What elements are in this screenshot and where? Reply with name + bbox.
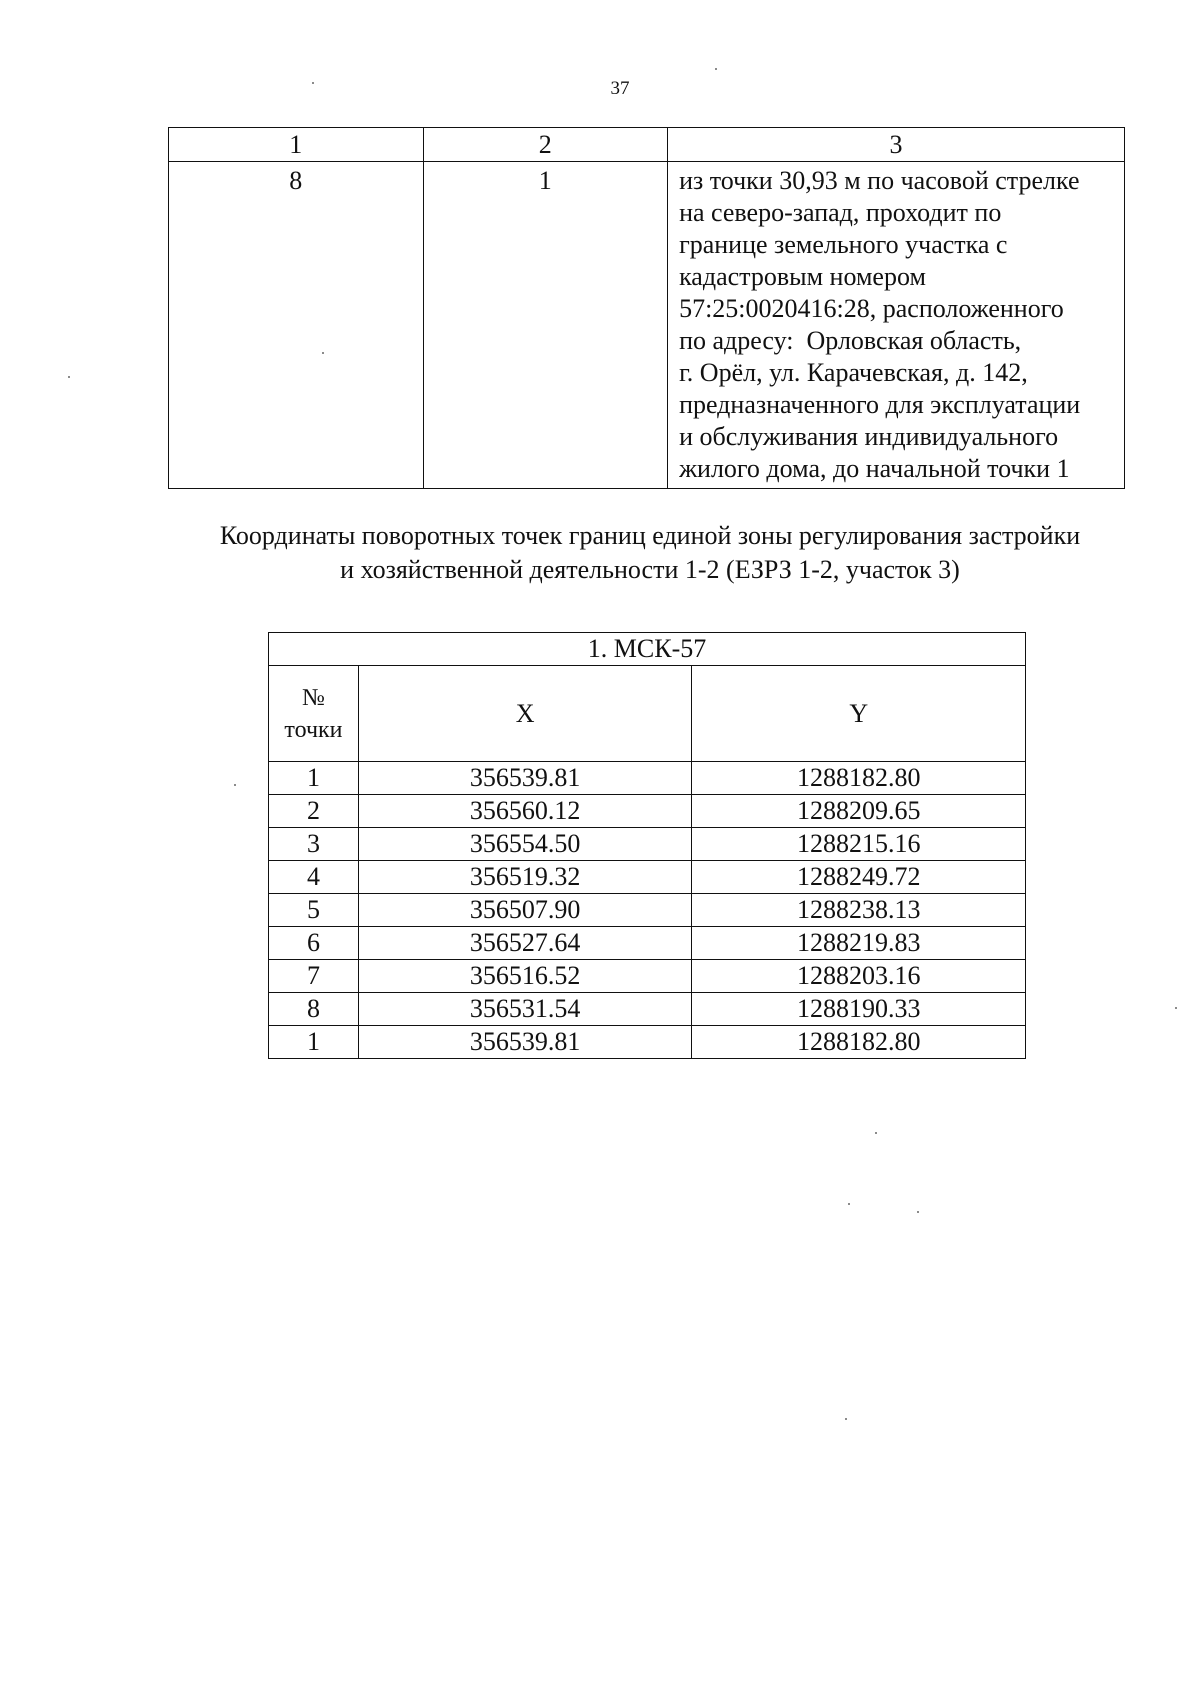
y-value: 1288238.13 [692,894,1026,927]
description-line: границе земельного участка с [679,230,1008,259]
point-word: точки [284,716,343,743]
scan-speck [1175,1007,1177,1009]
scan-speck [917,1211,919,1213]
y-value: 1288219.83 [692,927,1026,960]
point-number: 6 [269,927,359,960]
y-value: 1288182.80 [692,1026,1026,1059]
description-line: из точки 30,93 м по часовой стрелке [679,166,1080,195]
coordinate-system-label: 1. МСК-57 [269,633,1026,666]
point-number: 1 [269,1026,359,1059]
x-header: X [358,666,692,762]
table-row [269,762,1026,795]
y-value: 1288215.16 [692,828,1026,861]
table-row [269,795,1026,828]
scan-speck [875,1132,877,1134]
description-line: на северо-запад, проходит по [679,198,1002,227]
table-row [269,960,1026,993]
table-row [269,993,1026,1026]
section-heading [150,519,1150,587]
description-line: г. Орёл, ул. Карачевская, д. 142, [679,358,1028,387]
table-row [269,828,1026,861]
point-to-cell: 1 [423,162,668,489]
y-value: 1288249.72 [692,861,1026,894]
table-row [169,162,1125,489]
y-value: 1288203.16 [692,960,1026,993]
x-value: 356507.90 [358,894,692,927]
scan-speck [845,1418,847,1420]
x-value: 356539.81 [358,1026,692,1059]
table-row [269,861,1026,894]
point-number: 7 [269,960,359,993]
table-header-row [269,666,1026,762]
scan-speck [312,82,314,84]
coordinates-table [268,632,1026,1059]
column-header: 2 [423,128,668,162]
page-number: 37 [610,78,630,99]
x-value: 356539.81 [358,762,692,795]
scan-speck [322,352,324,354]
x-value: 356516.52 [358,960,692,993]
x-value: 356554.50 [358,828,692,861]
x-value: 356531.54 [358,993,692,1026]
point-number: 2 [269,795,359,828]
boundary-description-table [168,127,1125,489]
point-number: 8 [269,993,359,1026]
x-value: 356519.32 [358,861,692,894]
point-number-header [269,666,359,762]
number-sign: № [302,684,325,711]
column-header: 3 [668,128,1125,162]
description-line: и обслуживания индивидуального [679,422,1059,451]
heading-line: и хозяйственной деятельности 1-2 (ЕЗРЗ 1-2, участок 3) [340,555,960,584]
y-header: Y [692,666,1026,762]
scan-speck [68,376,70,378]
y-value: 1288190.33 [692,993,1026,1026]
point-number: 4 [269,861,359,894]
y-value: 1288209.65 [692,795,1026,828]
point-from-cell: 8 [169,162,424,489]
description-cell [668,162,1125,489]
scan-speck [715,68,717,70]
table-row [269,927,1026,960]
description-line: предназначенного для эксплуатации [679,390,1081,419]
coordinate-system-row [269,633,1026,666]
x-value: 356560.12 [358,795,692,828]
table-header-row [169,128,1125,162]
y-value: 1288182.80 [692,762,1026,795]
description-line: по адресу: Орловская область, [679,326,1022,355]
point-number: 3 [269,828,359,861]
scan-speck [234,784,236,786]
column-header: 1 [169,128,424,162]
description-line: жилого дома, до начальной точки 1 [679,454,1070,483]
scan-speck [848,1203,850,1205]
table-row [269,894,1026,927]
point-number: 5 [269,894,359,927]
point-number: 1 [269,762,359,795]
table-row [269,1026,1026,1059]
description-line: кадастровым номером [679,262,926,291]
description-line: 57:25:0020416:28, расположенного [679,294,1064,323]
x-value: 356527.64 [358,927,692,960]
heading-line: Координаты поворотных точек границ единой зоны регулирования застройки [219,521,1081,550]
